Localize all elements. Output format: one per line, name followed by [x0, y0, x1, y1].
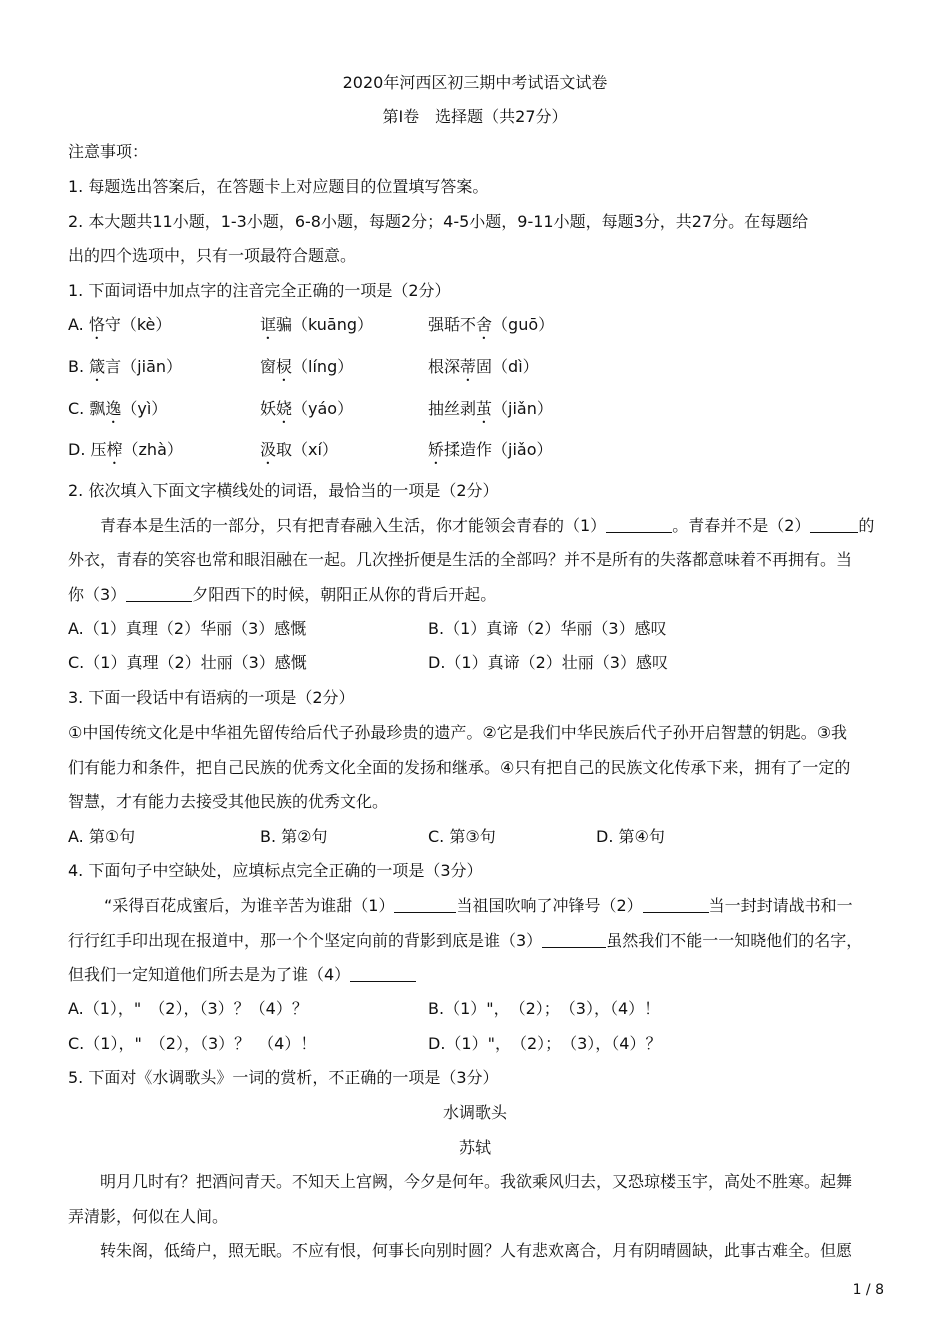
q4-passage-line: 行行红手印出现在报道中，那一个个坚定向前的背影到底是谁（3） 虽然我们不能一一知晓他们的名字，: [68, 931, 863, 950]
dotted-char: 舍: [476, 315, 493, 334]
answer-blank: [643, 896, 709, 913]
q4-passage-line: “采得百花成蜜后，为谁辛苦为谁甜（1） 当祖国吹响了冲锋号（2） 当一封封请战书和一: [104, 896, 853, 915]
q2-option-c: C.（1）真理（2）壮丽（3）感慨: [68, 653, 307, 672]
section-title: 第Ⅰ卷 选择题（共27分）: [382, 107, 568, 126]
answer-blank: [810, 516, 858, 533]
dotted-char: 矫: [428, 440, 445, 459]
q4-option-b: B.（1）"， （2）； （3），（4）！: [428, 999, 661, 1018]
q2-passage-line: 外衣，青春的笑容也常和眼泪融在一起。几次挫折便是生活的全部吗？并不是所有的失落都意味着不再拥有。当: [68, 550, 853, 569]
exam-title: 2020年河西区初三期中考试语文试卷: [342, 73, 608, 92]
exam-page: 2020年河西区初三期中考试语文试卷 第Ⅰ卷 选择题（共27分） 注意事项： 1. 每题选出答案后，在答题卡上对应题目的位置填写答案。 2. 本大题共11小题，1-3小题，6-8小题，每题2分；4-5小题，9-11小题，每题3分，共27分。在每题给 出的四个选项中，只有一项最符合题意。 1. 下面词语中加点字的注音完全正确的一项是（2分） A. 恪守（kè） 诓骗（kuāng） 强聒不舍（guō） B. 箴言（jiān） 窗棂（líng） 根深蒂固（dì） C. 飘逸（yì） 妖娆（yáo） 抽丝剥茧（jiǎn） D. 压榨（zhà） 汲取（xí） 矫揉造作（jiǎo） 2. 依次填入下面文字横线处的词语，最恰当的一项是（2分） 青春本是生活的一部分，只有把青春融入生活，你才能领会青春的（1） 。青春并不是（2） 的 外衣，青春的笑容也常和眼泪融在一起。几次挫折便是生活的全部吗？并不是所有的失落都意味着不再拥有。当 你（3） 夕阳西下的时候，朝阳正从你的背后开起。 A.（1）真理（2）华丽（3）感慨 B.（1）真谛（2）华丽（3）感叹 C.（1）真理（2）壮丽（3）感慨 D.（1）真谛（2）壮丽（3）感叹 3. 下面一段话中有语病的一项是（2分） ①中国传统文化是中华祖先留传给后代子孙最珍贵的遗产。②它是我们中华民族后代子孙开启智慧的钥匙。③我 们有能力和条件，把自己民族的优秀文化全面的发扬和继承。④只有把自己的民族文化传承下来，拥有了一定的 智慧，才有能力去接受其他民族的优秀文化。 A. 第①句 B. 第②句 C. 第③句 D. 第④句 4. 下面句子中空缺处，应填标点完全正确的一项是（3分） “采得百花成蜜后，为谁辛苦为谁甜（1） 当祖国吹响了冲锋号（2） 当一封封请战书和一 行行红手印出现在报道中，那一个个坚定向前的背影到底是谁（3） 虽然我们不能一一知晓他们的名字， 但我们一定知道他们所去是为了谁（4） A.（1），" （2），（3）？（4）？ B.（1）"， （2）； （3），（4）！ C.（1），" （2），（3）？ （4）！ D.（1）"， （2）； （3），（4）？ 5. 下面对《水调歌头》一词的赏析，不正确的一项是（3分） 水调歌头 苏轼 明月几时有？把酒问青天。不知天上宫阙，今夕是何年。我欲乘风归去，又恐琼楼玉宇，高处不胜寒。起舞 弄清影，何似在人间。 转朱阁，低绮户，照无眠。不应有恨，何事长向别时圆？人有悲欢离合，月有阴晴圆缺，此事古难全。但愿 1 / 8: [0, 0, 950, 1344]
q2-passage-line: 青春本是生活的一部分，只有把青春融入生活，你才能领会青春的（1） 。青春并不是（2） 的: [100, 516, 875, 535]
dotted-char: 娆: [276, 399, 293, 418]
q4-option-a: A.（1），" （2），（3）？（4）？: [68, 999, 308, 1018]
poem-line: 明月几时有？把酒问青天。不知天上宫阙，今夕是何年。我欲乘风归去，又恐琼楼玉宇，高处不胜寒。起舞: [100, 1172, 853, 1191]
q2-option-a: A.（1）真理（2）华丽（3）感慨: [68, 619, 307, 638]
dotted-char: 棂: [276, 357, 293, 376]
dotted-char: 榨: [106, 440, 123, 459]
note-line: 出的四个选项中，只有一项最符合题意。: [68, 246, 357, 265]
answer-blank: [350, 965, 416, 982]
answer-blank: [126, 585, 192, 602]
answer-blank: [606, 516, 672, 533]
dotted-char: 蒂: [460, 357, 477, 376]
q4-passage-line: 但我们一定知道他们所去是为了谁（4）: [68, 964, 416, 988]
question-1-stem: 1. 下面词语中加点字的注音完全正确的一项是（2分）: [68, 281, 451, 300]
q2-passage-line: 你（3） 夕阳西下的时候，朝阳正从你的背后开起。: [68, 585, 497, 604]
dotted-char: 茧: [476, 399, 493, 418]
q3-passage-line: 智慧，才有能力去接受其他民族的优秀文化。: [68, 792, 389, 811]
q3-option-c: C. 第③句: [428, 827, 496, 846]
poem-title: 水调歌头: [442, 1103, 507, 1122]
dotted-char: 箴: [89, 357, 106, 376]
q3-passage-line: 们有能力和条件，把自己民族的优秀文化全面的发扬和继承。④只有把自己的民族文化传承下来，拥有了一定的: [68, 758, 851, 777]
answer-blank: [542, 931, 606, 948]
answer-blank: [394, 896, 456, 913]
question-5-stem: 5. 下面对《水调歌头》一词的赏析，不正确的一项是（3分）: [68, 1068, 499, 1087]
question-2-stem: 2. 依次填入下面文字横线处的词语，最恰当的一项是（2分）: [68, 481, 499, 500]
q2-option-b: B.（1）真谛（2）华丽（3）感叹: [428, 619, 667, 638]
q3-option-b: B. 第②句: [260, 827, 328, 846]
q2-option-d: D.（1）真谛（2）壮丽（3）感叹: [428, 653, 668, 672]
dotted-char: 汲: [260, 440, 277, 459]
note-line: 2. 本大题共11小题，1-3小题，6-8小题，每题2分；4-5小题，9-11小题，每题3分，共27分。在每题给: [68, 212, 809, 231]
question-3-stem: 3. 下面一段话中有语病的一项是（2分）: [68, 688, 355, 707]
poem-line: 转朱阁，低绮户，照无眠。不应有恨，何事长向别时圆？人有悲欢离合，月有阴晴圆缺，此事古难全。但愿: [100, 1241, 853, 1260]
notes-heading: 注意事项：: [68, 142, 149, 161]
q3-option-a: A. 第①句: [68, 827, 136, 846]
q4-option-d: D.（1）"， （2）； （3），（4）？: [428, 1034, 662, 1053]
question-4-stem: 4. 下面句子中空缺处，应填标点完全正确的一项是（3分）: [68, 861, 483, 880]
poem-line: 弄清影，何似在人间。: [68, 1207, 229, 1226]
q3-passage-line: ①中国传统文化是中华祖先留传给后代子孙最珍贵的遗产。②它是我们中华民族后代子孙开启智慧的钥匙。③我: [68, 723, 848, 742]
q4-option-c: C.（1），" （2），（3）？ （4）！: [68, 1034, 317, 1053]
q3-option-d: D. 第④句: [596, 827, 665, 846]
poem-author: 苏轼: [458, 1138, 491, 1157]
dotted-char: 恪: [88, 315, 105, 334]
note-line: 1. 每题选出答案后，在答题卡上对应题目的位置填写答案。: [68, 177, 489, 196]
page-number: 1 / 8: [852, 1282, 884, 1298]
dotted-char: 诓: [260, 315, 277, 334]
dotted-char: 逸: [105, 399, 122, 418]
